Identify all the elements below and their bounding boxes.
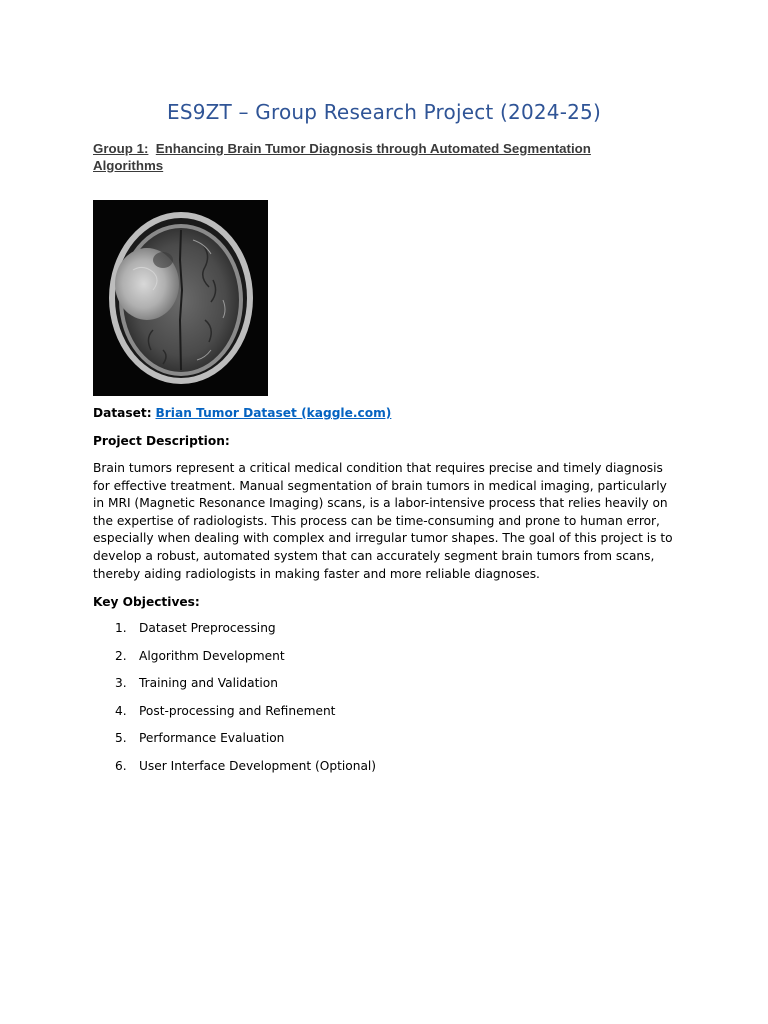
description-paragraph: Brain tumors represent a critical medical condition that requires precise and timely diagnosis for effective treatment. Manual segmentation of brain tumors in medical imaging, particularly in MRI (Magnetic Resonance Imaging) scans, is a labor-intensive process that relies heavily on the expertise of radiologists. This process can be time-consuming and prone to human error, especially when dealing with complex and irregular tumor shapes. The goal of this project is to develop a robust, automated system that can accurately segment brain tumors from scans, thereby aiding radiologists in making faster and more reliable diagnoses. <box>93 461 673 581</box>
list-item <box>93 675 678 703</box>
list-item <box>93 730 678 758</box>
list-item-number: 3. <box>115 676 127 690</box>
objectives-list <box>93 620 678 785</box>
list-item <box>93 758 678 786</box>
group-heading <box>93 140 653 174</box>
list-item-number: 4. <box>115 703 127 718</box>
list-item-number: 5. <box>115 731 127 745</box>
objectives-heading: Key Objectives: <box>93 595 200 609</box>
dataset-label: Dataset: <box>93 406 152 420</box>
dataset-link[interactable]: Brian Tumor Dataset (kaggle.com) <box>155 406 392 420</box>
list-item-text: Post-processing and Refinement <box>139 703 336 718</box>
list-item <box>93 620 678 648</box>
list-item-number: 1. <box>115 621 127 635</box>
dataset-line <box>93 405 678 423</box>
list-item-text: Performance Evaluation <box>139 731 285 745</box>
brain-mri-image <box>93 200 268 396</box>
list-item <box>93 703 678 731</box>
list-item-text: Training and Validation <box>139 676 278 690</box>
document-title: ES9ZT – Group Research Project (2024-25) <box>167 100 601 124</box>
list-item-text: User Interface Development (Optional) <box>139 758 377 773</box>
list-item-text: Algorithm Development <box>139 648 285 663</box>
group-label: Group 1: <box>93 141 149 156</box>
group-title: Enhancing Brain Tumor Diagnosis through Automated Segmentation Algorithms <box>93 141 591 173</box>
description-heading: Project Description: <box>93 434 230 448</box>
list-item-number: 2. <box>115 648 127 663</box>
list-item-text: Dataset Preprocessing <box>139 621 276 635</box>
list-item-number: 6. <box>115 758 127 773</box>
list-item <box>93 648 678 676</box>
